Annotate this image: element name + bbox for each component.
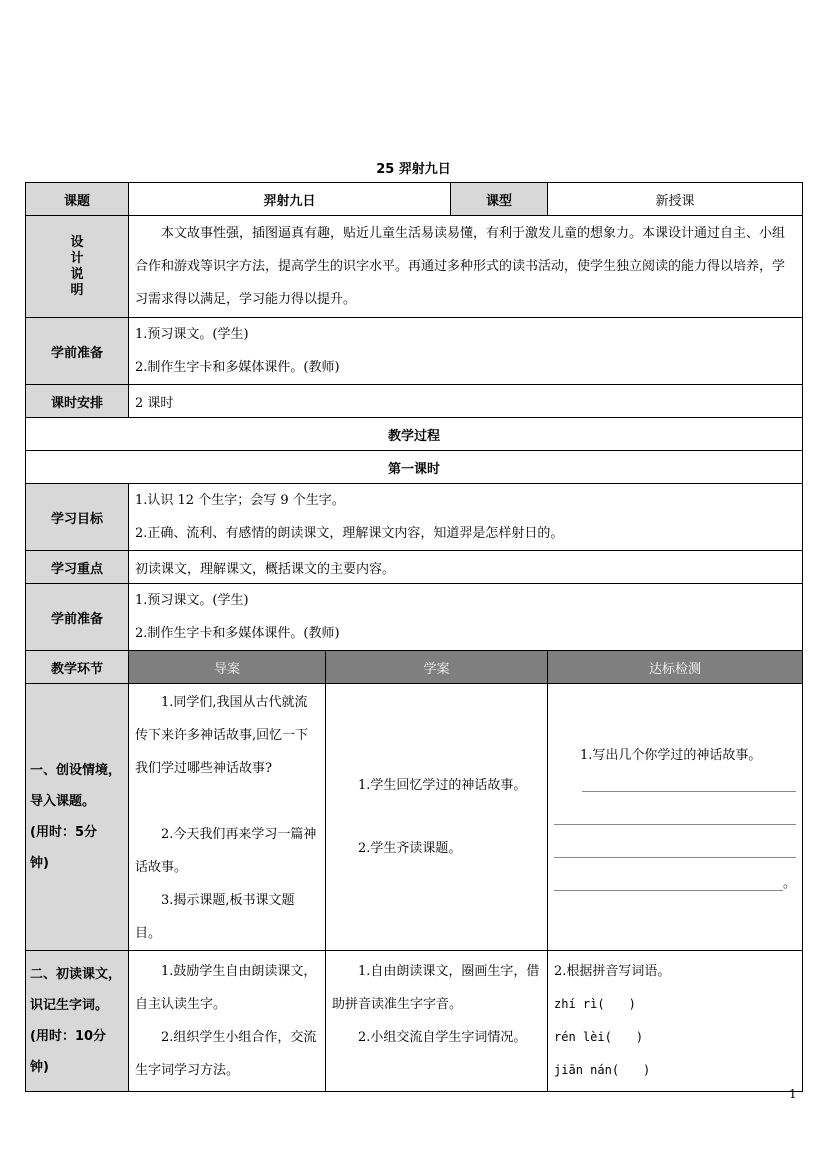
stage2-row	[26, 951, 803, 1092]
topic-label: 课题	[26, 183, 129, 216]
goal-item: 2.正确、流利、有感情的朗读课文，理解课文内容，知道羿是怎样射日的。	[135, 526, 564, 541]
stage1-guide-item: 1.同学们,我国从古代就流传下来许多神话故事,回忆一下我们学过哪些神话故事?	[135, 695, 309, 776]
stage1-guide-item: 3.揭示课题,板书课文题目。	[135, 893, 295, 941]
stage1-study-item: 2.学生齐读课题。	[358, 841, 462, 856]
stage1-name: 导入课题。	[30, 794, 96, 809]
stage1-check-prompt: 1.写出几个你学过的神话故事。	[580, 747, 762, 763]
stage1-row	[26, 684, 803, 951]
design-label: 设计说明	[70, 234, 84, 298]
process-title: 教学过程	[26, 418, 803, 451]
prep2-item: 2.制作生字卡和多媒体课件。(教师)	[135, 626, 340, 641]
stage1-study-item: 1.学生回忆学过的神话故事。	[358, 778, 527, 793]
end-mark: 。	[783, 875, 797, 891]
topic-value: 羿射九日	[129, 183, 451, 216]
stage2-name: 钟)	[30, 1060, 49, 1075]
stage2-study-item: 2.小组交流自学生字词情况。	[358, 1030, 527, 1045]
col-check: 达标检测	[548, 651, 803, 684]
stage2-name: 二、初读课文，	[30, 967, 122, 982]
prep2-row	[26, 584, 803, 651]
design-text: 本文故事性强，插图逼真有趣，贴近儿童生活易读易懂，有利于激发儿童的想象力。本课设计通过自主、小组合作和游戏等识字方法，提高学生的识字水平。再通过多种形式的读书活动，使学生独立阅读的能力得以培养，学习需求得以满足，学习能力得以提升。	[129, 216, 803, 318]
prep1-row	[26, 318, 803, 385]
prep1-item: 2.制作生字卡和多媒体课件。(教师)	[135, 360, 340, 375]
answer-line[interactable]	[582, 771, 796, 792]
stage2-guide-item: 2.组织学生小组合作，交流生字词学习方法。	[135, 1030, 317, 1078]
stage1-name: 钟)	[30, 856, 49, 871]
stage1-guide-item: 2.今天我们再来学习一篇神话故事。	[135, 827, 317, 875]
schedule-value: 2 课时	[129, 385, 803, 418]
stage1-name: 一、创设情境，	[30, 763, 122, 778]
header-row	[26, 183, 803, 216]
goals-row	[26, 484, 803, 551]
prep1-label: 学前准备	[26, 318, 129, 385]
document-title: 25 羿射九日	[376, 162, 451, 177]
stage2-name: (用时：10分	[30, 1029, 107, 1044]
stage2-study-item: 1.自由朗读课文，圈画生字，借助拼音读准生字字音。	[332, 964, 540, 1012]
pinyin-item: rén lèi( )	[554, 1030, 644, 1044]
focus-row	[26, 551, 803, 584]
focus-label: 学习重点	[26, 551, 129, 584]
design-row	[26, 216, 803, 318]
prep1-item: 1.预习课文。(学生)	[135, 327, 249, 342]
stage1-name: (用时：5分	[30, 825, 97, 840]
focus-value: 初读课文，理解课文，概括课文的主要内容。	[129, 551, 803, 584]
goal-item: 1.认识 12 个生字；会写 9 个生字。	[135, 493, 345, 508]
answer-line[interactable]	[554, 870, 783, 891]
type-value: 新授课	[548, 183, 803, 216]
pinyin-item: zhí rì( )	[554, 997, 636, 1011]
stage2-check-prompt: 2.根据拼音写词语。	[554, 964, 671, 979]
col-study: 学案	[326, 651, 548, 684]
answer-line[interactable]	[554, 837, 796, 858]
stage2-guide-item: 1.鼓励学生自由朗读课文，自主认读生字。	[135, 964, 317, 1012]
schedule-label: 课时安排	[26, 385, 129, 418]
lesson-plan-table	[25, 182, 803, 1092]
goals-label: 学习目标	[26, 484, 129, 551]
stage2-name: 识记生字词。	[30, 998, 109, 1013]
type-label: 课型	[451, 183, 548, 216]
prep2-label: 学前准备	[26, 584, 129, 651]
col-stage: 教学环节	[26, 651, 129, 684]
column-header-row	[26, 651, 803, 684]
pinyin-item: jiān nán( )	[554, 1063, 651, 1077]
prep2-item: 1.预习课文。(学生)	[135, 593, 249, 608]
col-guide: 导案	[129, 651, 326, 684]
schedule-row	[26, 385, 803, 418]
lesson1-title: 第一课时	[26, 451, 803, 484]
answer-line[interactable]	[554, 804, 796, 825]
page-number: 1	[789, 1087, 797, 1101]
